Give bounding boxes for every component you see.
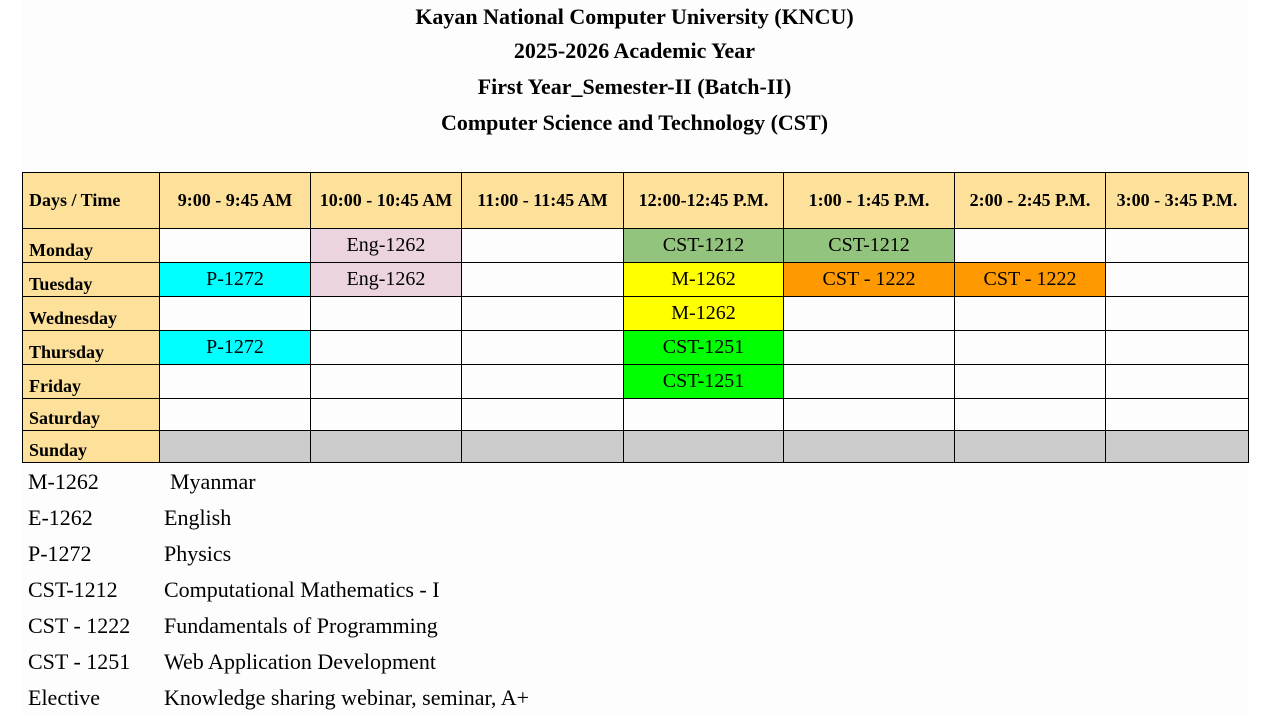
legend-name: Myanmar xyxy=(170,469,256,494)
schedule-cell xyxy=(1106,331,1249,365)
table-row-saturday xyxy=(23,399,1249,431)
schedule-cell xyxy=(1106,365,1249,399)
table-row-friday xyxy=(23,365,1249,399)
legend-code: CST - 1251 xyxy=(28,649,131,674)
schedule-cell xyxy=(1106,229,1249,263)
timetable xyxy=(22,172,1249,463)
schedule-cell: Eng-1262 xyxy=(311,263,462,297)
university-title: Kayan National Computer University (KNCU) xyxy=(415,4,854,29)
schedule-cell xyxy=(160,297,311,331)
schedule-cell: CST - 1222 xyxy=(955,263,1106,297)
schedule-cell xyxy=(624,431,784,463)
program-title: Computer Science and Technology (CST) xyxy=(440,110,829,135)
legend-name: Knowledge sharing webinar, seminar, A+ xyxy=(164,685,529,710)
schedule-cell xyxy=(784,431,955,463)
schedule-cell xyxy=(462,331,624,365)
schedule-cell xyxy=(311,331,462,365)
table-row-wednesday xyxy=(23,297,1249,331)
academic-year-title: 2025-2026 Academic Year xyxy=(513,38,756,63)
schedule-cell: CST-1212 xyxy=(624,229,784,263)
schedule-cell: M-1262 xyxy=(624,297,784,331)
day-label: Wednesday xyxy=(23,297,160,331)
legend-name: Computational Mathematics - I xyxy=(164,577,440,602)
time-slot-header: 10:00 - 10:45 AM xyxy=(311,173,462,229)
schedule-cell xyxy=(311,365,462,399)
schedule-cell: P-1272 xyxy=(160,331,311,365)
schedule-cell xyxy=(462,365,624,399)
schedule-cell xyxy=(1106,263,1249,297)
schedule-cell xyxy=(311,431,462,463)
schedule-cell xyxy=(462,263,624,297)
schedule-cell xyxy=(462,229,624,263)
timetable-header-row xyxy=(23,173,1249,229)
table-row-tuesday xyxy=(23,263,1249,297)
day-label: Tuesday xyxy=(23,263,160,297)
legend-code: P-1272 xyxy=(28,541,92,566)
schedule-cell xyxy=(784,365,955,399)
schedule-cell xyxy=(784,297,955,331)
schedule-cell xyxy=(311,399,462,431)
legend-code: E-1262 xyxy=(28,505,93,530)
schedule-cell: P-1272 xyxy=(160,263,311,297)
time-slot-header: 3:00 - 3:45 P.M. xyxy=(1106,173,1249,229)
day-label: Thursday xyxy=(23,331,160,365)
schedule-cell xyxy=(1106,431,1249,463)
day-label: Sunday xyxy=(23,431,160,463)
time-slot-header: 11:00 - 11:45 AM xyxy=(462,173,624,229)
schedule-cell xyxy=(955,229,1106,263)
schedule-cell: M-1262 xyxy=(624,263,784,297)
legend-name: Physics xyxy=(164,541,232,566)
document-header xyxy=(0,0,1261,141)
table-row-thursday xyxy=(23,331,1249,365)
schedule-cell xyxy=(784,331,955,365)
schedule-cell: Eng-1262 xyxy=(311,229,462,263)
legend-name: Fundamentals of Programming xyxy=(164,613,438,638)
table-row-monday xyxy=(23,229,1249,263)
schedule-cell: CST-1212 xyxy=(784,229,955,263)
day-label: Monday xyxy=(23,229,160,263)
semester-title: First Year_Semester-II (Batch-II) xyxy=(477,74,792,99)
schedule-cell xyxy=(955,431,1106,463)
schedule-cell xyxy=(955,399,1106,431)
schedule-cell xyxy=(1106,399,1249,431)
legend-code: CST - 1222 xyxy=(28,613,131,638)
schedule-cell xyxy=(462,431,624,463)
schedule-cell xyxy=(311,297,462,331)
time-slot-header: 1:00 - 1:45 P.M. xyxy=(784,173,955,229)
corner-header: Days / Time xyxy=(23,173,160,229)
day-label: Saturday xyxy=(23,399,160,431)
schedule-cell xyxy=(1106,297,1249,331)
time-slot-header: 12:00-12:45 P.M. xyxy=(624,173,784,229)
legend-name: Web Application Development xyxy=(164,649,436,674)
table-row-sunday xyxy=(23,431,1249,463)
schedule-cell xyxy=(160,365,311,399)
schedule-cell xyxy=(160,399,311,431)
schedule-cell xyxy=(955,365,1106,399)
schedule-cell xyxy=(160,431,311,463)
schedule-cell xyxy=(955,297,1106,331)
schedule-cell: CST-1251 xyxy=(624,331,784,365)
day-label: Friday xyxy=(23,365,160,399)
time-slot-header: 9:00 - 9:45 AM xyxy=(160,173,311,229)
legend-code: Elective xyxy=(28,685,101,710)
schedule-cell xyxy=(462,297,624,331)
schedule-cell xyxy=(955,331,1106,365)
schedule-cell xyxy=(462,399,624,431)
legend-code: M-1262 xyxy=(28,469,99,494)
schedule-cell xyxy=(624,399,784,431)
time-slot-header: 2:00 - 2:45 P.M. xyxy=(955,173,1106,229)
legend-name: English xyxy=(164,505,232,530)
schedule-cell xyxy=(160,229,311,263)
schedule-cell: CST - 1222 xyxy=(784,263,955,297)
schedule-cell xyxy=(784,399,955,431)
legend-code: CST-1212 xyxy=(28,577,118,602)
schedule-cell: CST-1251 xyxy=(624,365,784,399)
